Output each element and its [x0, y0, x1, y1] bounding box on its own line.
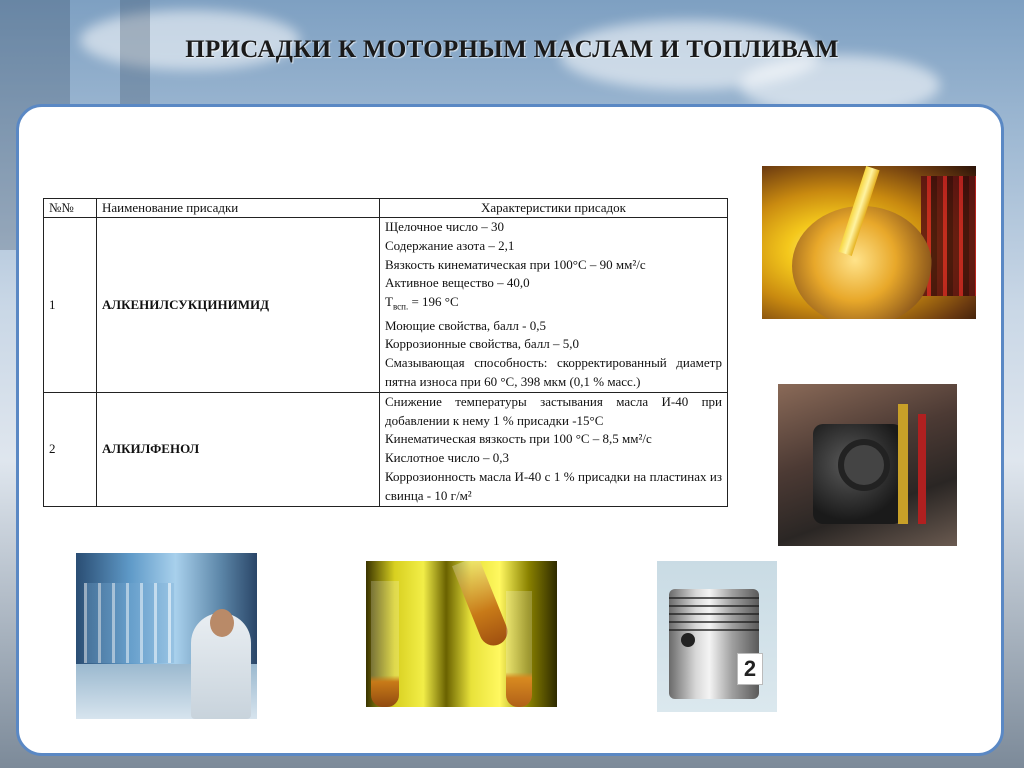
char-line: Кинематическая вязкость при 100 °С – 8,5 мм²/с	[385, 431, 652, 447]
char-line-flash-point	[385, 293, 722, 316]
header-name: Наименование присадки	[97, 199, 380, 218]
char-line: Щелочное число – 30	[385, 219, 504, 234]
page-title: ПРИСАДКИ К МОТОРНЫМ МАСЛАМ И ТОПЛИВАМ	[185, 36, 839, 63]
viscometer-tubes-photo	[366, 561, 557, 707]
row-num: 1	[44, 218, 97, 393]
char-line: Содержание азота – 2,1	[385, 237, 515, 253]
row-num: 2	[44, 392, 97, 506]
flash-subscript: всп.	[392, 301, 409, 312]
table-header-row	[44, 199, 728, 218]
piston-tag: 2	[737, 653, 763, 685]
additive-characteristics	[380, 392, 728, 506]
table-row	[44, 392, 728, 506]
oil-pouring-photo	[762, 166, 976, 319]
char-line: Кислотное число – 0,3	[385, 450, 510, 466]
flash-symbol: Т	[385, 294, 393, 310]
char-line: Снижение температуры застывания масла И-40 при добавлении к нему 1 % присадки -15°С	[385, 393, 722, 428]
header-chars: Характеристики присадок	[380, 199, 728, 218]
char-line: Моющие свойства, балл - 0,5	[385, 317, 546, 333]
piston-photo	[657, 561, 777, 712]
char-line: Активное вещество – 40,0	[385, 275, 530, 291]
additive-name: АЛКЕНИЛСУКЦИНИМИД	[97, 218, 380, 393]
char-line: Коррозионные свойства, балл – 5,0	[385, 336, 579, 352]
laboratory-photo	[76, 553, 257, 719]
char-line: Смазывающая способность: скорректированный диаметр пятна износа при 60 °С, 398 мкм (0,1 % масс.)	[385, 355, 722, 389]
additive-characteristics	[380, 218, 728, 393]
additives-table	[43, 198, 728, 507]
table-row	[44, 218, 728, 393]
header-num: №№	[44, 199, 97, 218]
engine-test-stand-photo	[778, 384, 957, 546]
additive-name: АЛКИЛФЕНОЛ	[97, 392, 380, 506]
flash-value: = 196 °С	[408, 294, 459, 310]
char-line: Коррозионность масла И-40 с 1 % присадки на пластинах из свинца - 10 г/м²	[385, 468, 722, 503]
char-line: Вязкость кинематическая при 100°С – 90 мм²/с	[385, 256, 646, 272]
